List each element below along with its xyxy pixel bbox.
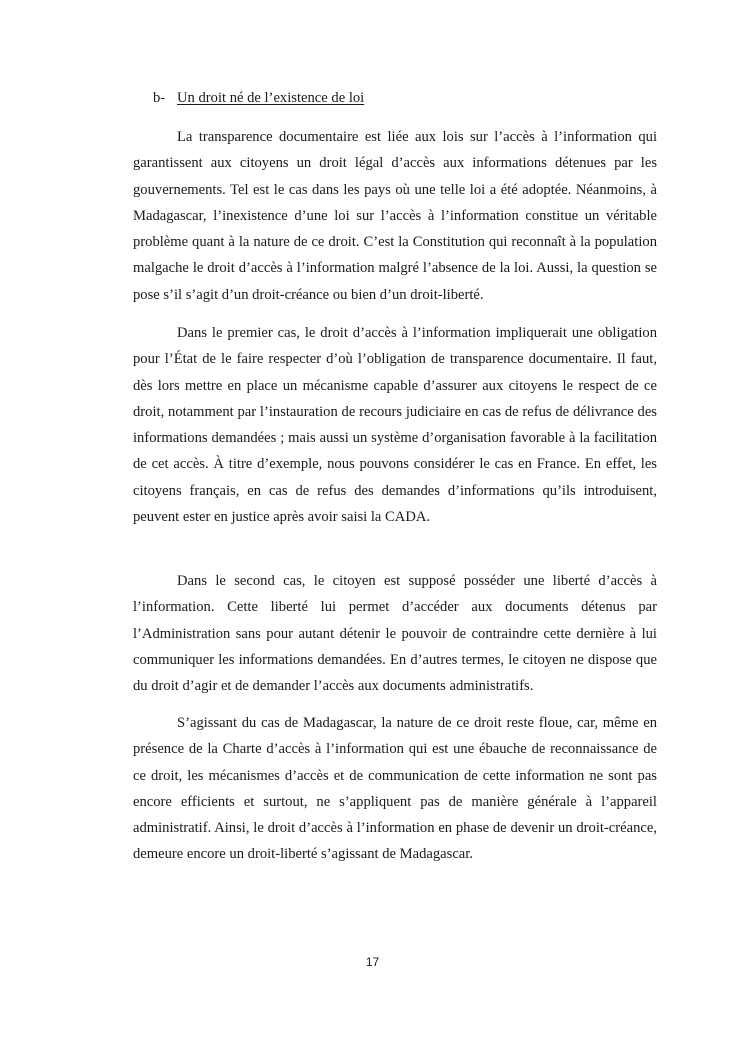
section-heading-marker: b- (153, 90, 166, 106)
page-number: 17 (365, 955, 380, 969)
body-paragraph-2: Dans le premier cas, le droit d’accès à l’information impliquerait une obligation pour l’État de le faire respecter d’où l’obligation de transparence documentaire. Il faut, dès lors mettre en place un mécanisme capable d’assurer aux citoyens le respect de ce droit, notamment par l’instauration de recours judiciaire en cas de refus de délivrance des informations demandées ; mais aussi un système d’organisation favorable à la facilitation de cet accès. À titre d’exemple, nous pouvons considérer le cas en France. En effet, les citoyens français, en cas de refus des demandes d’informations qu’ils introduisent, peuvent ester en justice après avoir saisi la CADA. (133, 325, 657, 526)
section-heading-title: Un droit né de l’existence de loi (177, 90, 365, 106)
body-paragraph-3: Dans le second cas, le citoyen est supposé posséder une liberté d’accès à l’information. Cette liberté lui permet d’accéder aux documents détenus par l’Administration sans pour autant détenir le pouvoir de contraindre cette dernière à lui communiquer les informations demandées. En d’autres termes, le citoyen ne dispose que du droit d’agir et de demander l’accès aux documents administratifs. (133, 573, 657, 695)
section-heading (153, 88, 364, 108)
body-paragraph-1: La transparence documentaire est liée aux lois sur l’accès à l’information qui garantissent aux citoyens un droit légal d’accès aux informations détenues par les gouvernements. Tel est le cas dans les pays où une telle loi a été adoptée. Néanmoins, à Madagascar, l’inexistence d’une loi sur l’accès à l’information constitue un véritable problème quant à la nature de ce droit. C’est la Constitution qui reconnaît à la population malgache le droit d’accès à l’information malgré l’absence de la loi. Aussi, la question se pose s’il s’agit d’un droit-créance ou bien d’un droit-liberté. (133, 129, 657, 303)
body-paragraph-4: S’agissant du cas de Madagascar, la nature de ce droit reste floue, car, même en présence de la Charte d’accès à l’information qui est une ébauche de reconnaissance de ce droit, les mécanismes d’accès et de communication de cette information ne sont pas encore efficients et surtout, ne s’appliquent pas de manière générale à l’appareil administratif. Ainsi, le droit d’accès à l’information en phase de devenir un droit-créance, demeure encore un droit-liberté s’agissant de Madagascar. (133, 715, 657, 863)
